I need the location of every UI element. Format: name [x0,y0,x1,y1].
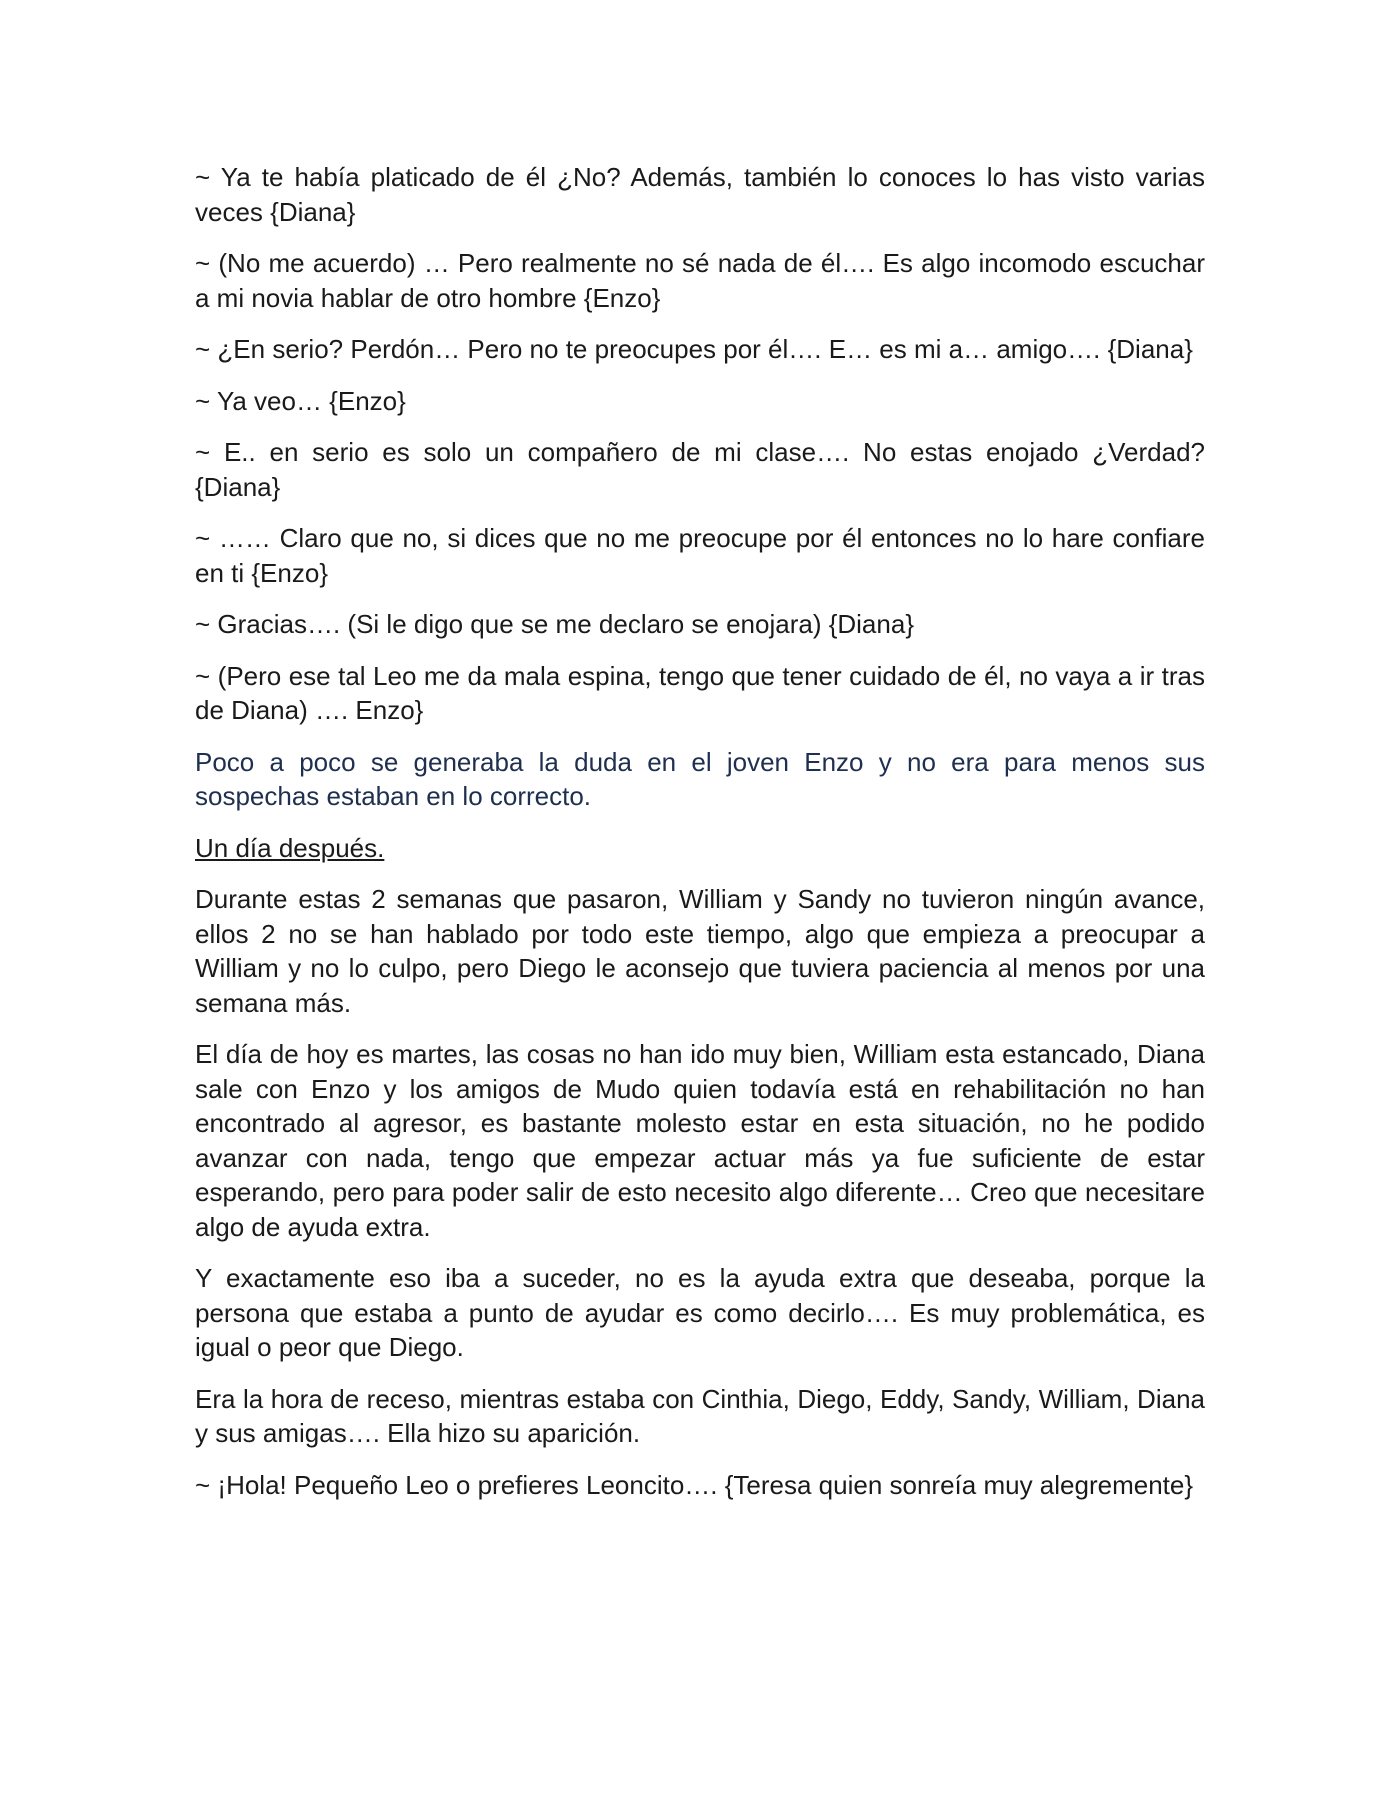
dialogue-paragraph: ~ Ya te había platicado de él ¿No? Además, también lo conoces lo has visto varias veces {Diana} [195,162,1205,227]
body-paragraph: El día de hoy es martes, las cosas no han ido muy bien, William esta estancado, Diana sale con Enzo y los amigos de Mudo quien todavía está en rehabilitación no han encontrado al agresor, es bastante molesto estar en esta situación, no he podido avanzar con nada, tengo que empezar actuar más ya fue suficiente de estar esperando, pero para poder salir de esto necesito algo diferente… Creo que necesitare algo de ayuda extra. [195,1039,1205,1242]
dialogue-paragraph: ~ Gracias…. (Si le digo que se me declaro se enojara) {Diana} [195,609,914,639]
document-page [195,160,1205,1519]
dialogue-paragraph: ~ (Pero ese tal Leo me da mala espina, tengo que tener cuidado de él, no vaya a ir tras de Diana) …. Enzo} [195,660,1205,725]
dialogue-paragraph: ~ (No me acuerdo) … Pero realmente no sé nada de él…. Es algo incomodo escuchar a mi novia hablar de otro hombre {Enzo} [195,248,1205,313]
dialogue-paragraph: ~ Ya veo… {Enzo} [195,385,406,416]
body-paragraph: Y exactamente eso iba a suceder, no es la ayuda extra que deseaba, porque la persona que estaba a punto de ayudar es como decirlo…. Es muy problemática, es igual o peor que Diego. [195,1263,1205,1362]
dialogue-paragraph: ~ …… Claro que no, si dices que no me preocupe por él entonces no lo hare confiare en ti {Enzo} [195,523,1205,588]
body-paragraph: Era la hora de receso, mientras estaba con Cinthia, Diego, Eddy, Sandy, William, Diana y sus amigas…. Ella hizo su aparición. [195,1383,1205,1448]
narrative-paragraph: Poco a poco se generaba la duda en el joven Enzo y no era para menos sus sospechas estaban en lo correcto. [195,746,1205,811]
section-heading: Un día después. [195,832,385,863]
body-paragraph: Durante estas 2 semanas que pasaron, William y Sandy no tuvieron ningún avance, ellos 2 no se han hablado por todo este tiempo, algo que empieza a preocupar a William y no lo culpo, pero Diego le aconsejo que tuviera paciencia al menos por una semana más. [195,884,1205,1018]
dialogue-paragraph: ~ E.. en serio es solo un compañero de mi clase…. No estas enojado ¿Verdad? {Diana} [195,437,1205,502]
dialogue-paragraph: ~ ¿En serio? Perdón… Pero no te preocupes por él…. E… es mi a… amigo…. {Diana} [195,334,1193,364]
dialogue-paragraph: ~ ¡Hola! Pequeño Leo o prefieres Leoncito…. {Teresa quien sonreía muy alegremente} [195,1469,1194,1500]
